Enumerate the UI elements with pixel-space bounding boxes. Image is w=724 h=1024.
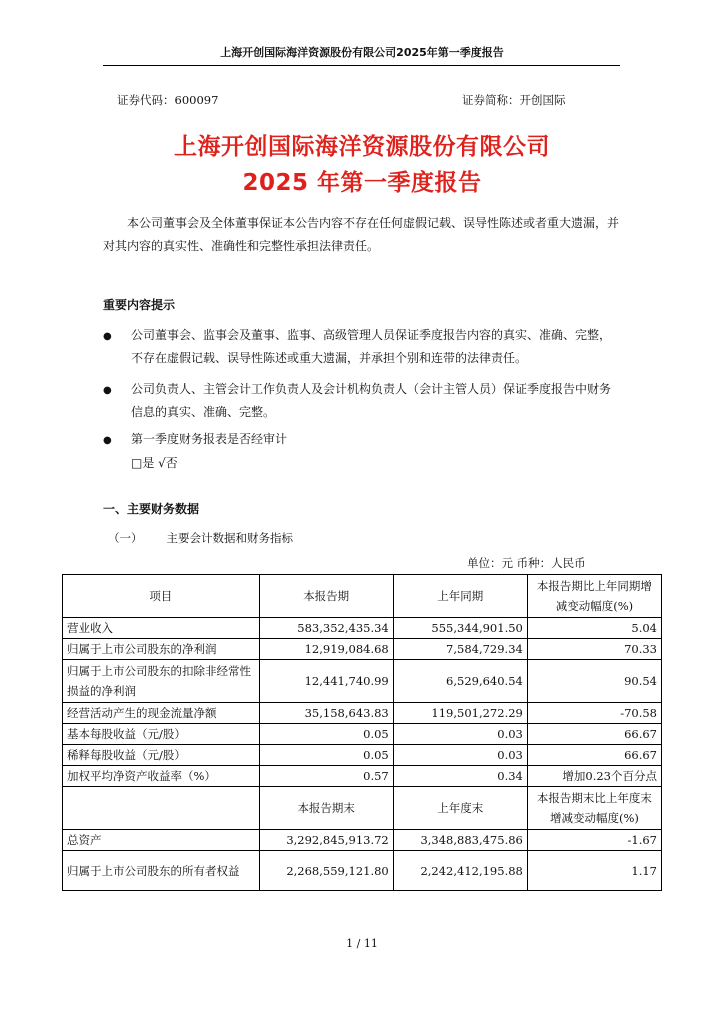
table-cell: 555,344,901.50 — [393, 618, 527, 639]
table-header-cell: 项目 — [63, 575, 260, 618]
bullet-icon: ● — [103, 385, 112, 396]
table-cell: 0.05 — [259, 745, 393, 766]
table-cell: 119,501,272.29 — [393, 703, 527, 724]
subsection-title: 主要会计数据和财务指标 — [166, 531, 293, 545]
table-row — [63, 703, 662, 724]
table-cell: 66.67 — [527, 724, 661, 745]
audit-answer: □是 √否 — [131, 456, 178, 470]
notice-heading: 重要内容提示 — [103, 298, 176, 312]
table-header-cell: 本报告期比上年同期增减变动幅度(%) — [527, 575, 661, 618]
table-cell: 归属于上市公司股东的净利润 — [63, 639, 260, 660]
table-cell: 70.33 — [527, 639, 661, 660]
table-cell: 0.03 — [393, 745, 527, 766]
bullet-item-2: 公司负责人、主管会计工作负责人及会计机构负责人（会计主管人员）保证季度报告中财务信息的真实、准确、完整。 — [131, 382, 612, 419]
table-cell: 7,584,729.34 — [393, 639, 527, 660]
table-cell: 1.17 — [527, 851, 661, 891]
table-cell: 经营活动产生的现金流量净额 — [63, 703, 260, 724]
table-row — [63, 745, 662, 766]
table-cell: 基本每股收益（元/股） — [63, 724, 260, 745]
bullet-item-3: 第一季度财务报表是否经审计 — [131, 432, 288, 446]
section-heading-financial-data: 一、主要财务数据 — [103, 502, 200, 516]
table-row — [63, 766, 662, 787]
report-title-period: 2025 年第一季度报告 — [242, 170, 482, 196]
table-cell: -1.67 — [527, 830, 661, 851]
stock-code: 证券代码：600097 — [117, 93, 219, 107]
table-cell: 0.57 — [259, 766, 393, 787]
table-cell: 5.04 — [527, 618, 661, 639]
table-header-cell: 本报告期末比上年度末增减变动幅度(%) — [527, 787, 661, 830]
table-row — [63, 851, 662, 891]
table-cell: 稀释每股收益（元/股） — [63, 745, 260, 766]
table-row — [63, 724, 662, 745]
table-cell: 66.67 — [527, 745, 661, 766]
table-cell: 2,242,412,195.88 — [393, 851, 527, 891]
table-header-cell: 上年同期 — [393, 575, 527, 618]
table-header-cell: 本报告期末 — [259, 787, 393, 830]
table-cell: 3,348,883,475.86 — [393, 830, 527, 851]
table-cell: -70.58 — [527, 703, 661, 724]
table-cell: 0.34 — [393, 766, 527, 787]
table-cell: 12,441,740.99 — [259, 660, 393, 703]
table-cell: 加权平均净资产收益率（%） — [63, 766, 260, 787]
table-cell: 0.05 — [259, 724, 393, 745]
table-cell: 12,919,084.68 — [259, 639, 393, 660]
table-row — [63, 639, 662, 660]
table-header-cell — [63, 787, 260, 830]
table-cell: 归属于上市公司股东的扣除非经常性损益的净利润 — [63, 660, 260, 703]
table-cell: 2,268,559,121.80 — [259, 851, 393, 891]
table-cell: 归属于上市公司股东的所有者权益 — [63, 851, 260, 891]
table-header-row — [63, 575, 662, 618]
table-cell: 583,352,435.34 — [259, 618, 393, 639]
table-cell: 0.03 — [393, 724, 527, 745]
table-cell: 营业收入 — [63, 618, 260, 639]
bullet-item-1: 公司董事会、监事会及董事、监事、高级管理人员保证季度报告内容的真实、准确、完整，不存在虚假记载、误导性陈述或重大遗漏，并承担个别和连带的法律责任。 — [131, 328, 612, 365]
table-row — [63, 660, 662, 703]
table-header-cell: 上年度末 — [393, 787, 527, 830]
subsection-number: （一） — [108, 531, 143, 545]
unit-currency-note: 单位：元 币种：人民币 — [467, 556, 586, 570]
financial-data-table — [62, 574, 662, 891]
page-header: 上海开创国际海洋资源股份有限公司2025年第一季度报告 — [220, 46, 504, 59]
table-header-cell: 本报告期 — [259, 575, 393, 618]
stock-abbreviation: 证券简称：开创国际 — [462, 93, 566, 107]
bullet-icon: ● — [103, 435, 112, 446]
subsection-heading — [108, 530, 293, 546]
table-cell: 增加0.23个百分点 — [527, 766, 661, 787]
table-cell: 3,292,845,913.72 — [259, 830, 393, 851]
table-cell: 90.54 — [527, 660, 661, 703]
table-cell: 35,158,643.83 — [259, 703, 393, 724]
report-title-company: 上海开创国际海洋资源股份有限公司 — [174, 134, 550, 160]
board-statement: 本公司董事会及全体董事保证本公告内容不存在任何虚假记载、误导性陈述或者重大遗漏，并对其内容的真实性、准确性和完整性承担法律责任。 — [103, 216, 620, 253]
table-cell: 6,529,640.54 — [393, 660, 527, 703]
bullet-icon: ● — [103, 331, 112, 342]
page-number: 1 / 11 — [346, 937, 378, 950]
table-row — [63, 830, 662, 851]
header-divider — [103, 65, 620, 66]
table-row — [63, 618, 662, 639]
table-header-row — [63, 787, 662, 830]
table-cell: 总资产 — [63, 830, 260, 851]
